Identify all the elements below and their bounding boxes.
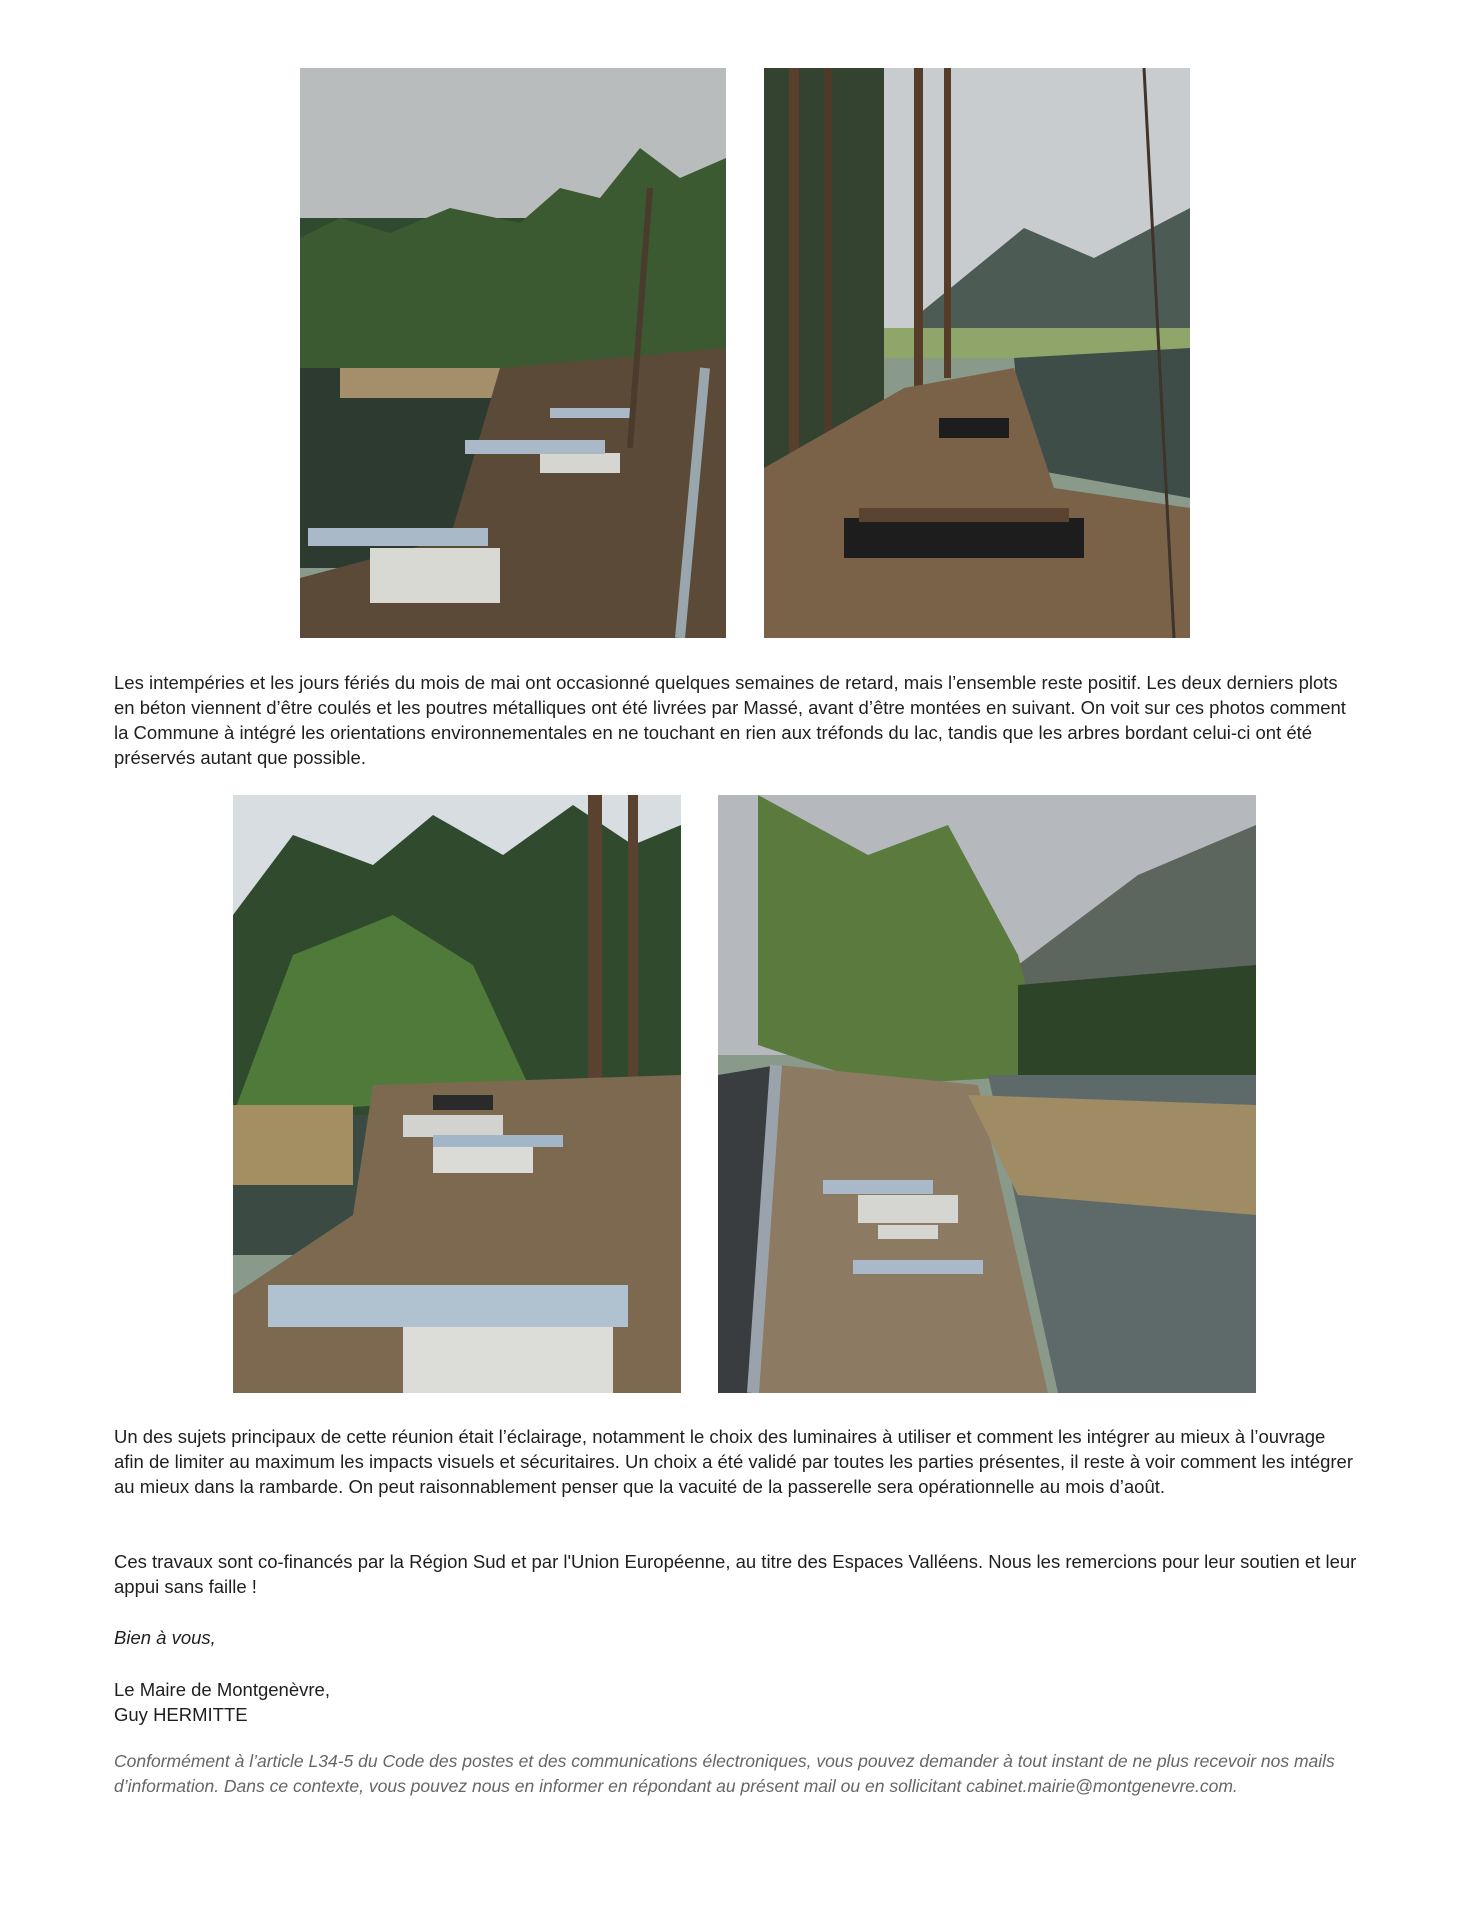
signature-name: Guy HERMITTE [114, 1704, 248, 1725]
progress-paragraph: Les intempéries et les jours fériés du mois de mai ont occasionné quelques semaines de retard, mais l’ensemble reste positif. Les deux derniers plots en béton viennent d’être coulés et les poutres métalliques ont été livrées par Massé, avant d’être montées en suivant. On voit sur ces photos comment la Commune à intégré les orientations environnementales en ne touchant en rien aux tréfonds du lac, tandis que les arbres bordant celui-ci ont été préservés autant que possible. [114, 672, 1346, 768]
signature-block [114, 1677, 330, 1727]
photo-lakeside-plots-guardrail [300, 68, 726, 638]
lighting-paragraph: Un des sujets principaux de cette réunion était l’éclairage, notamment le choix des luminaires à utiliser et comment les intégrer au mieux à l’ouvrage afin de limiter au maximum les impacts visuels et sécuritaires. Un choix a été validé par toutes les parties présentes, il reste à voir comment les intégrer au mieux dans la rambarde. On peut raisonnablement penser que la vacuité de la passerelle sera opérationnelle au mois d’août. [114, 1426, 1353, 1497]
signature-title: Le Maire de Montgenèvre, [114, 1679, 330, 1700]
photo-steel-beam-concrete-base [233, 795, 681, 1393]
photo-road-guardrail-lake [718, 795, 1256, 1393]
legal-disclaimer: Conformément à l’article L34-5 du Code des postes et des communications électroniques, vous pouvez demander à tout instant de ne plus recevoir nos mails d’information. Dans ce contexte, vous pouvez nous en informer en répondant au présent mail ou en sollicitant cabinet.mairie@montgenevre.com. [114, 1751, 1335, 1796]
funding-paragraph: Ces travaux sont co-financés par la Région Sud et par l'Union Européenne, au titre des Espaces Valléens. Nous les remercions pour leur soutien et leur appui sans faille ! [114, 1551, 1357, 1597]
closing-salutation: Bien à vous, [114, 1627, 216, 1648]
photo-forest-formwork [764, 68, 1190, 638]
